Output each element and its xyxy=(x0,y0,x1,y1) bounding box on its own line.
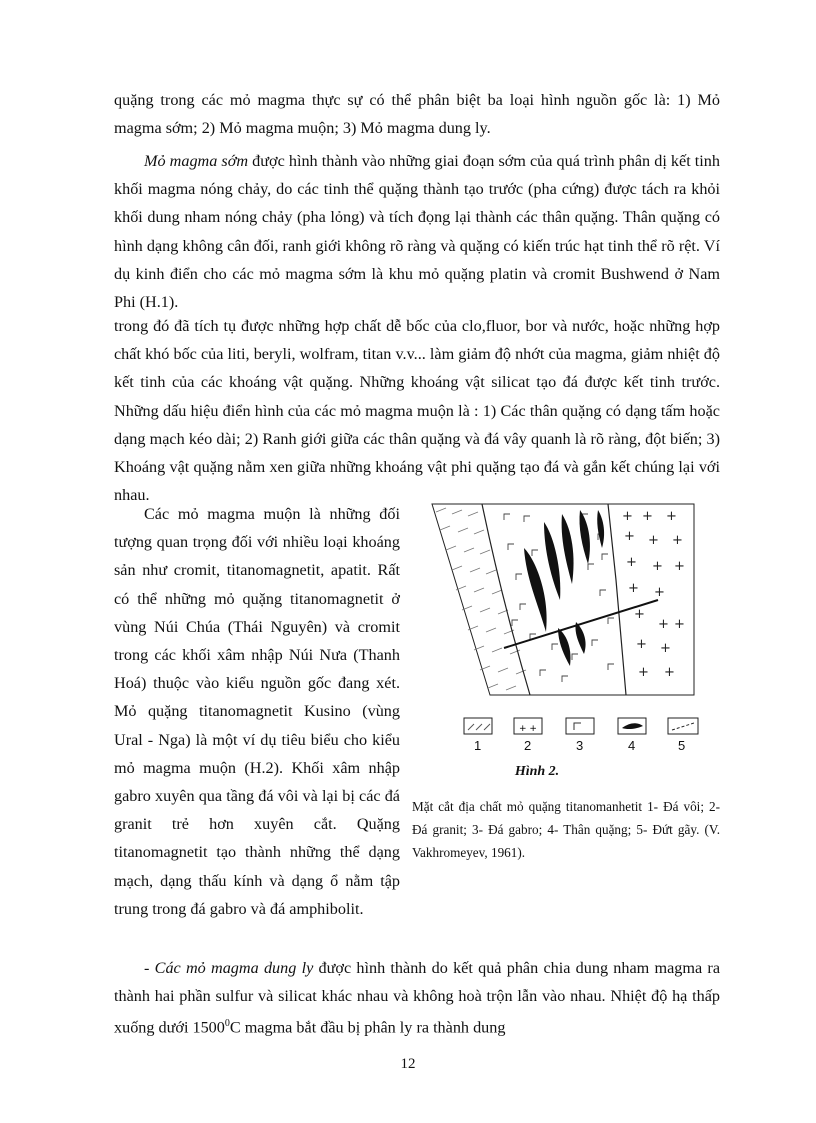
svg-text:+: + xyxy=(648,533,659,548)
paragraph-liquation-magma xyxy=(114,954,720,1042)
figure-caption: Mặt cắt địa chất mỏ quặng titanomanhetit 1- Đá vôi; 2- Đá granit; 3- Đá gabro; 4- Thân quặng; 5- Đứt gãy. (V. Vakhromeyev, 1961). xyxy=(412,799,720,860)
paragraph-liquation-body: được hình thành do kết quả phân chia dung nham magma ra thành hai phần sulfur và silicat khác nhau và không hoà trộn lẫn vào nhau. Nhiệt độ hạ thấp xuống dưới 1500 xyxy=(114,959,721,1037)
page-number: 12 xyxy=(400,1056,416,1072)
legend-swatch-granite xyxy=(514,718,542,734)
svg-text:+: + xyxy=(626,555,637,570)
legend-label-5: 5 xyxy=(678,738,686,753)
legend-label-1: 1 xyxy=(474,738,482,753)
svg-text:+: + xyxy=(672,533,683,548)
paragraph-early-magma xyxy=(114,147,720,316)
svg-text:+: + xyxy=(638,665,649,680)
term-early-magma: Mỏ magma sớm xyxy=(144,152,249,170)
legend-label-2: 2 xyxy=(524,738,532,753)
legend-swatch-limestone xyxy=(464,718,492,734)
svg-text:+: + xyxy=(674,617,685,632)
legend-swatch-ore xyxy=(618,718,646,734)
gabro-pattern xyxy=(504,514,614,682)
legend-numbers xyxy=(462,738,702,756)
granite-pattern xyxy=(622,509,685,680)
figure-cross-section xyxy=(412,500,722,700)
figure-title: Hình 2. xyxy=(514,764,560,779)
svg-text:+: + xyxy=(652,559,663,574)
svg-text:+: + xyxy=(660,641,671,656)
svg-text:+: + xyxy=(666,509,677,524)
legend-label-3: 3 xyxy=(576,738,584,753)
paragraph-early-body: được hình thành vào những giai đoạn sớm của quá trình phân dị kết tinh khối magma nóng chảy, do các tinh thể quặng thành tạo trước (pha cứng) được tách ra khỏi khối dung nham nóng chảy (pha lỏng) và tích đọng lại thành các thân quặng. Thân quặng có hình dạng không cân đối, ranh giới không rõ ràng và quặng có kiến trúc hạt tinh thể rõ rệt. Ví dụ kinh điển cho các mỏ magma sớm là khu mỏ quặng platin và cromit Bushwend ở Nam Phi (H.1). xyxy=(114,152,720,312)
svg-text:+: + xyxy=(622,509,633,524)
paragraph-left-column: Các mỏ magma muộn là những đối tượng quan trọng đối với nhiều loại khoáng sản như cromit, titanomagnetit, apatit. Rất có thể những mỏ quặng titanomagnetit ở vùng Núi Chúa (Thái Nguyên) và cromit trong các khối xâm nhập Núi Nưa (Thanh Hoá) thuộc vào kiểu nguồn gốc đang xét. Mỏ quặng titanomagnetit Kusino (vùng Ural - Nga) là một ví dụ tiêu biểu cho kiểu mỏ magma muộn (H.2). Khối xâm nhập gabro xuyên qua tầng đá vôi và lại bị các đá granit trẻ hơn xuyên cắt. Quặng titanomagnetit tạo thành những thể dạng mạch, dạng thấu kính và dạng ổ nằm tập trung trong đá gabro và đá amphibolit. xyxy=(114,505,400,918)
svg-text:+: + xyxy=(658,617,669,632)
svg-text:+: + xyxy=(664,665,675,680)
paragraph-intro: quặng trong các mỏ magma thực sự có thể phân biệt ba loại hình nguồn gốc là: 1) Mỏ magma sớm; 2) Mỏ magma muộn; 3) Mỏ magma dung ly. xyxy=(114,91,720,138)
legend-swatches xyxy=(462,716,702,738)
paragraph-liquation-body-end: C magma bắt đầu bị phân ly ra thành dung xyxy=(229,1018,506,1037)
svg-text:+: + xyxy=(642,509,653,524)
legend-label-4: 4 xyxy=(628,738,636,753)
svg-text:+: + xyxy=(624,529,635,544)
paragraph-late-magma: trong đó đã tích tụ được những hợp chất dễ bốc của clo,fluor, bor và nước, hoặc những hợp chất khó bốc của liti, beryli, wolfram, titan v.v... làm giảm độ nhớt của magma, giảm nhiệt độ kết tinh của các khoáng vật quặng. Những khoáng vật silicat tạo đá được kết tinh trước. Những dấu hiệu điển hình của các mỏ magma muộn là : 1) Các thân quặng có dạng tấm hoặc dạng mạch kéo dài; 2) Ranh giới giữa các thân quặng và đá vây quanh là rõ ràng, đột biến; 3) Khoáng vật quặng nằm xen giữa những khoáng vật phi quặng tạo đá và gắn kết chúng lại với nhau. xyxy=(114,317,720,505)
svg-text:+ +: + + xyxy=(519,724,537,734)
svg-text:+: + xyxy=(634,607,645,622)
term-liquation-magma: Các mỏ magma dung ly xyxy=(154,959,314,977)
svg-text:+: + xyxy=(654,585,665,600)
svg-text:+: + xyxy=(628,581,639,596)
svg-text:+: + xyxy=(674,559,685,574)
cross-section-diagram xyxy=(412,500,702,700)
degree-superscript: 0 xyxy=(224,1018,230,1030)
svg-text:+: + xyxy=(636,637,647,652)
limestone-pattern xyxy=(436,508,526,690)
legend-swatch-fault xyxy=(668,718,698,734)
dash-lead: - xyxy=(144,959,155,977)
figure-legend xyxy=(462,716,702,756)
legend-swatch-gabro xyxy=(566,718,594,734)
